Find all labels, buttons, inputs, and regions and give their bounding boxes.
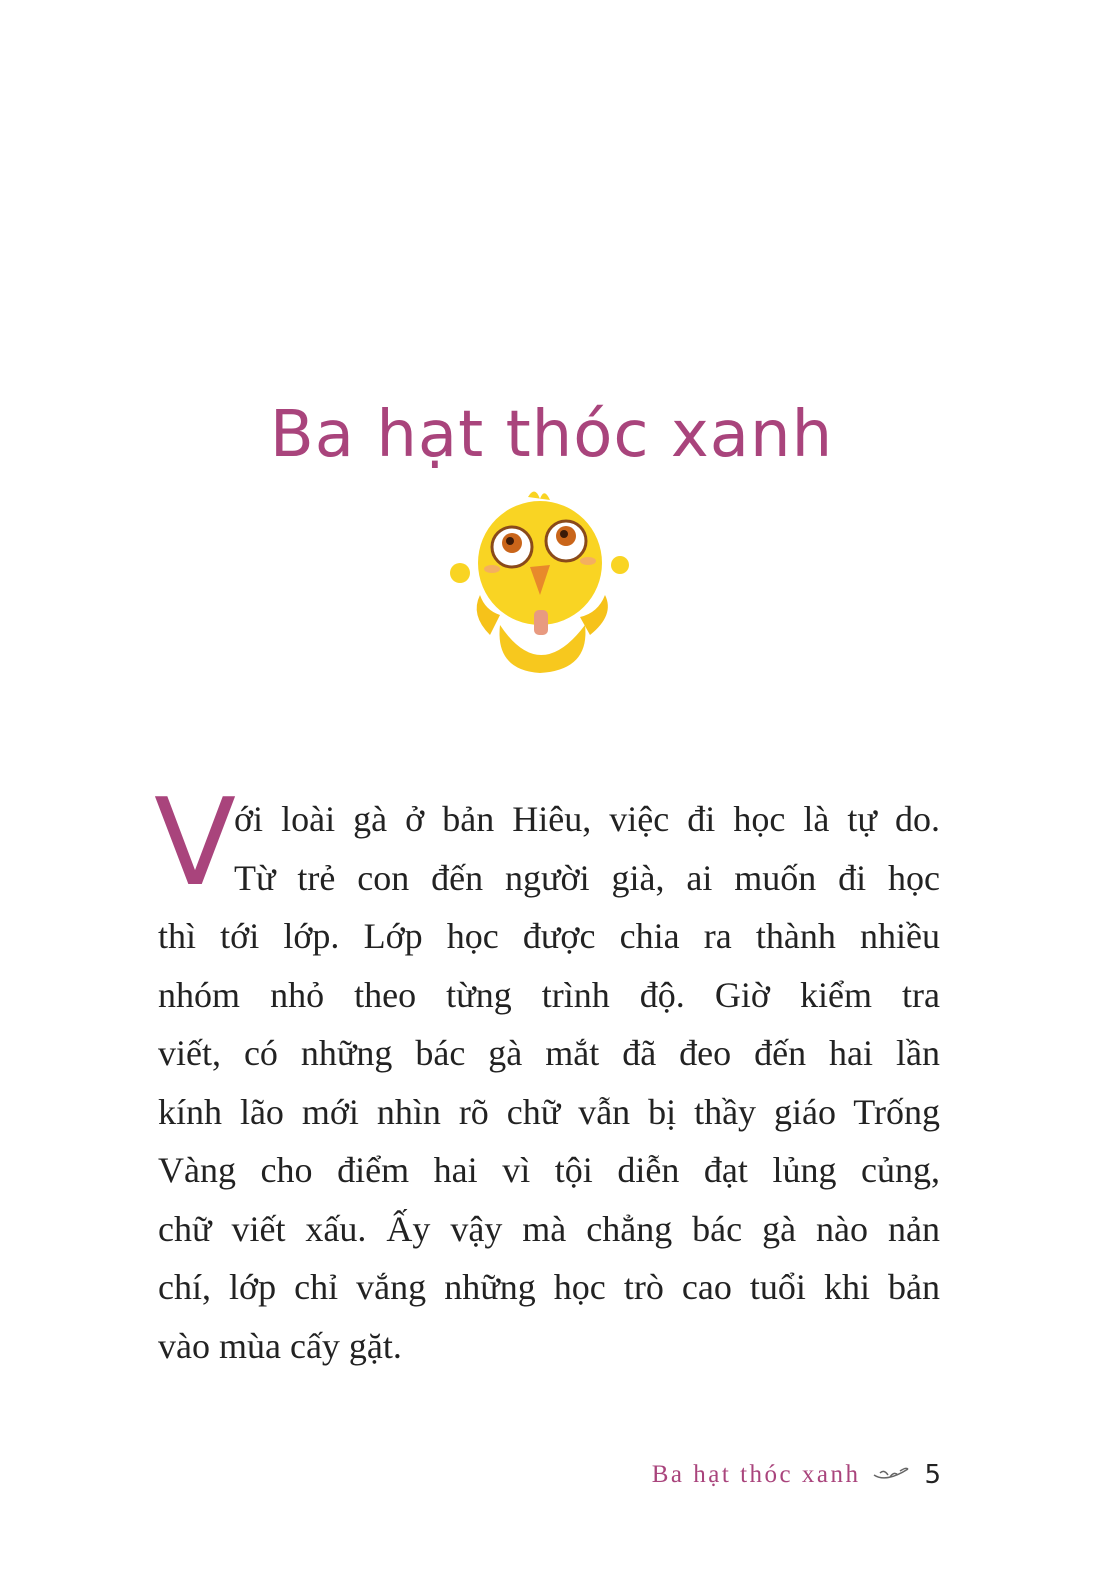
page-footer	[652, 1460, 941, 1490]
text-line: kính lão mới nhìn rõ chữ vẫn bị thầy giáo Trống	[158, 1091, 940, 1132]
text-line: ới loài gà ở bản Hiêu, việc đi học là tự do.	[234, 799, 940, 839]
page-number: 5	[924, 1460, 941, 1490]
text-line: chữ viết xấu. Ấy vậy mà chẳng bác gà nào nản	[158, 1208, 940, 1249]
text-line: viết, có những bác gà mắt đã đeo đến hai lần	[158, 1033, 940, 1073]
chapter-title: Ba hạt thóc xanh	[269, 397, 834, 472]
chick-illustration	[440, 485, 640, 675]
running-title: Ba hạt thóc xanh	[651, 1461, 861, 1488]
text-line: chí, lớp chỉ vắng những học trò cao tuổi khi bản	[158, 1267, 940, 1307]
text-line: Vàng cho điểm hai vì tội diễn đạt lủng củng,	[158, 1150, 940, 1190]
text-line: Từ trẻ con đến người già, ai muốn đi học	[234, 857, 940, 898]
drop-cap: V	[154, 774, 237, 913]
leaf-ornament-icon	[872, 1465, 912, 1485]
story-text	[154, 774, 940, 1375]
text-line: thì tới lớp. Lớp học được chia ra thành nhiều	[158, 916, 940, 956]
text-line: vào mùa cấy gặt.	[158, 1325, 402, 1366]
text-line: nhóm nhỏ theo từng trình độ. Giờ kiểm tra	[158, 974, 940, 1015]
